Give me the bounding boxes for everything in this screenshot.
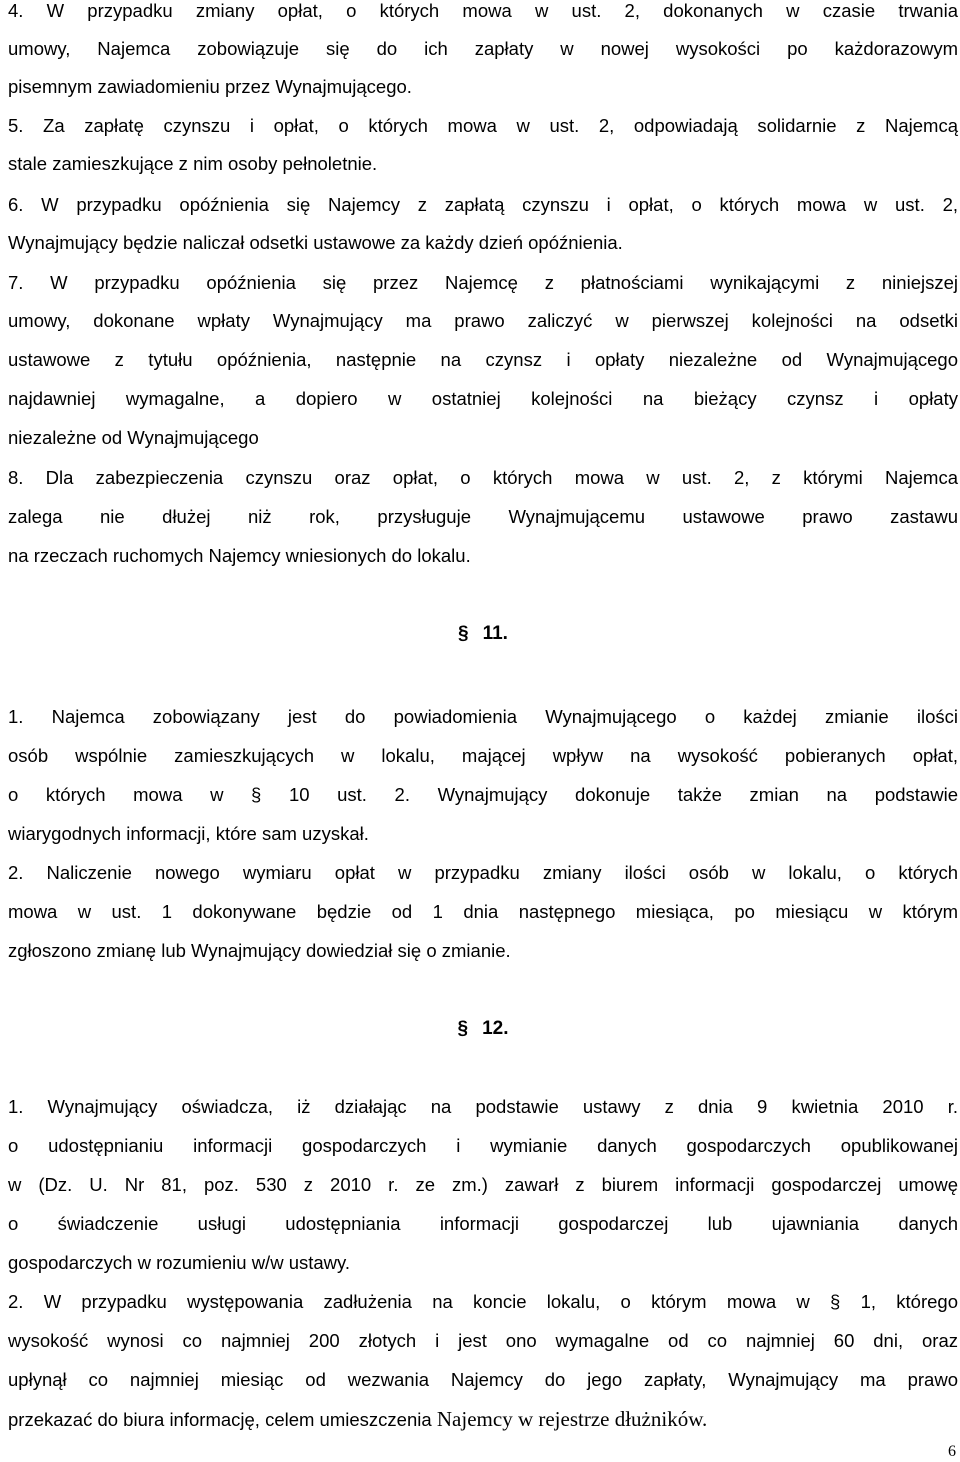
text-line: wiarygodnych informacji, które sam uzyskał.	[8, 823, 369, 844]
text-line: o świadczenie usługi udostępniania informacji gospodarczej lub ujawniania danych	[8, 1213, 958, 1234]
section-number: 11.	[482, 623, 508, 644]
text-line: 2. W przypadku występowania zadłużenia na koncie lokalu, o którym mowa w § 1, którego	[8, 1291, 958, 1312]
text-line: 1. Wynajmujący oświadcza, iż działając na podstawie ustawy z dnia 9 kwietnia 2010 r.	[8, 1096, 958, 1117]
text-line: mowa w ust. 1 dokonywane będzie od 1 dnia następnego miesiąca, po miesiącu w którym	[8, 901, 958, 922]
text-line: wysokość wynosi co najmniej 200 złotych i jest ono wymagalne od co najmniej 60 dni, oraz	[8, 1330, 958, 1351]
text-line: Wynajmujący będzie naliczał odsetki ustawowe za każdy dzień opóźnienia.	[8, 232, 623, 253]
text-line: 2. Naliczenie nowego wymiaru opłat w przypadku zmiany ilości osób w lokalu, o których	[8, 862, 958, 883]
text-line: 4. W przypadku zmiany opłat, o których mowa w ust. 2, dokonanych w czasie trwania	[8, 0, 958, 21]
text-line: stale zamieszkujące z nim osoby pełnoletnie.	[8, 153, 378, 174]
text-fragment-serif: Najemcy w rejestrze dłużników.	[431, 1407, 708, 1431]
text-line: pisemnym zawiadomieniu przez Wynajmującego.	[8, 76, 412, 97]
text-line: 6. W przypadku opóźnienia się Najemcy z zapłatą czynszu i opłat, o których mowa w ust. 2,	[8, 194, 958, 215]
paragraph-symbol: §	[457, 1018, 469, 1039]
section-heading-12	[8, 1017, 958, 1041]
text-line: niezależne od Wynajmującego	[8, 427, 259, 448]
text-line: upłynął co najmniej miesiąc od wezwania Najemcy do jego zapłaty, Wynajmujący ma prawo	[8, 1369, 958, 1390]
text-line: osób wspólnie zamieszkujących w lokalu, mającej wpływ na wysokość pobieranych opłat,	[8, 745, 958, 766]
text-line: w (Dz. U. Nr 81, poz. 530 z 2010 r. ze zm.) zawarł z biurem informacji gospodarczej umowę	[8, 1174, 958, 1195]
text-fragment: przekazać do biura informację, celem umieszczenia	[8, 1409, 432, 1430]
page-number: 6	[948, 1443, 956, 1460]
text-line: 5. Za zapłatę czynszu i opłat, o których mowa w ust. 2, odpowiadają solidarnie z Najemcą	[8, 115, 958, 136]
paragraph-symbol: §	[458, 623, 469, 644]
text-line	[8, 1408, 958, 1446]
text-line: zgłoszono zmianę lub Wynajmujący dowiedział się o zmianie.	[8, 940, 511, 961]
text-line: gospodarczych w rozumieniu w/w ustawy.	[8, 1252, 351, 1273]
section-heading-11	[8, 622, 958, 646]
text-line: najdawniej wymagalne, a dopiero w ostatniej kolejności na bieżący czynsz i opłaty	[8, 388, 958, 409]
text-line: umowy, Najemca zobowiązuje się do ich zapłaty w nowej wysokości po każdorazowym	[8, 38, 958, 59]
text-line: na rzeczach ruchomych Najemcy wniesionych do lokalu.	[8, 545, 471, 566]
text-line: o których mowa w § 10 ust. 2. Wynajmujący dokonuje także zmian na podstawie	[8, 784, 958, 805]
text-line: ustawowe z tytułu opóźnienia, następnie na czynsz i opłaty niezależne od Wynajmującego	[8, 349, 958, 370]
text-line: zalega nie dłużej niż rok, przysługuje Wynajmującemu ustawowe prawo zastawu	[8, 506, 958, 527]
section-number: 12.	[482, 1018, 509, 1039]
text-line: 1. Najemca zobowiązany jest do powiadomienia Wynajmującego o każdej zmianie ilości	[8, 706, 958, 727]
text-line: 7. W przypadku opóźnienia się przez Najemcę z płatnościami wynikającymi z niniejszej	[8, 272, 958, 293]
text-line: o udostępnianiu informacji gospodarczych i wymianie danych gospodarczych opublikowanej	[8, 1135, 958, 1156]
text-line: umowy, dokonane wpłaty Wynajmujący ma prawo zaliczyć w pierwszej kolejności na odsetki	[8, 310, 958, 331]
text-line: 8. Dla zabezpieczenia czynszu oraz opłat, o których mowa w ust. 2, z którymi Najemca	[8, 467, 958, 488]
